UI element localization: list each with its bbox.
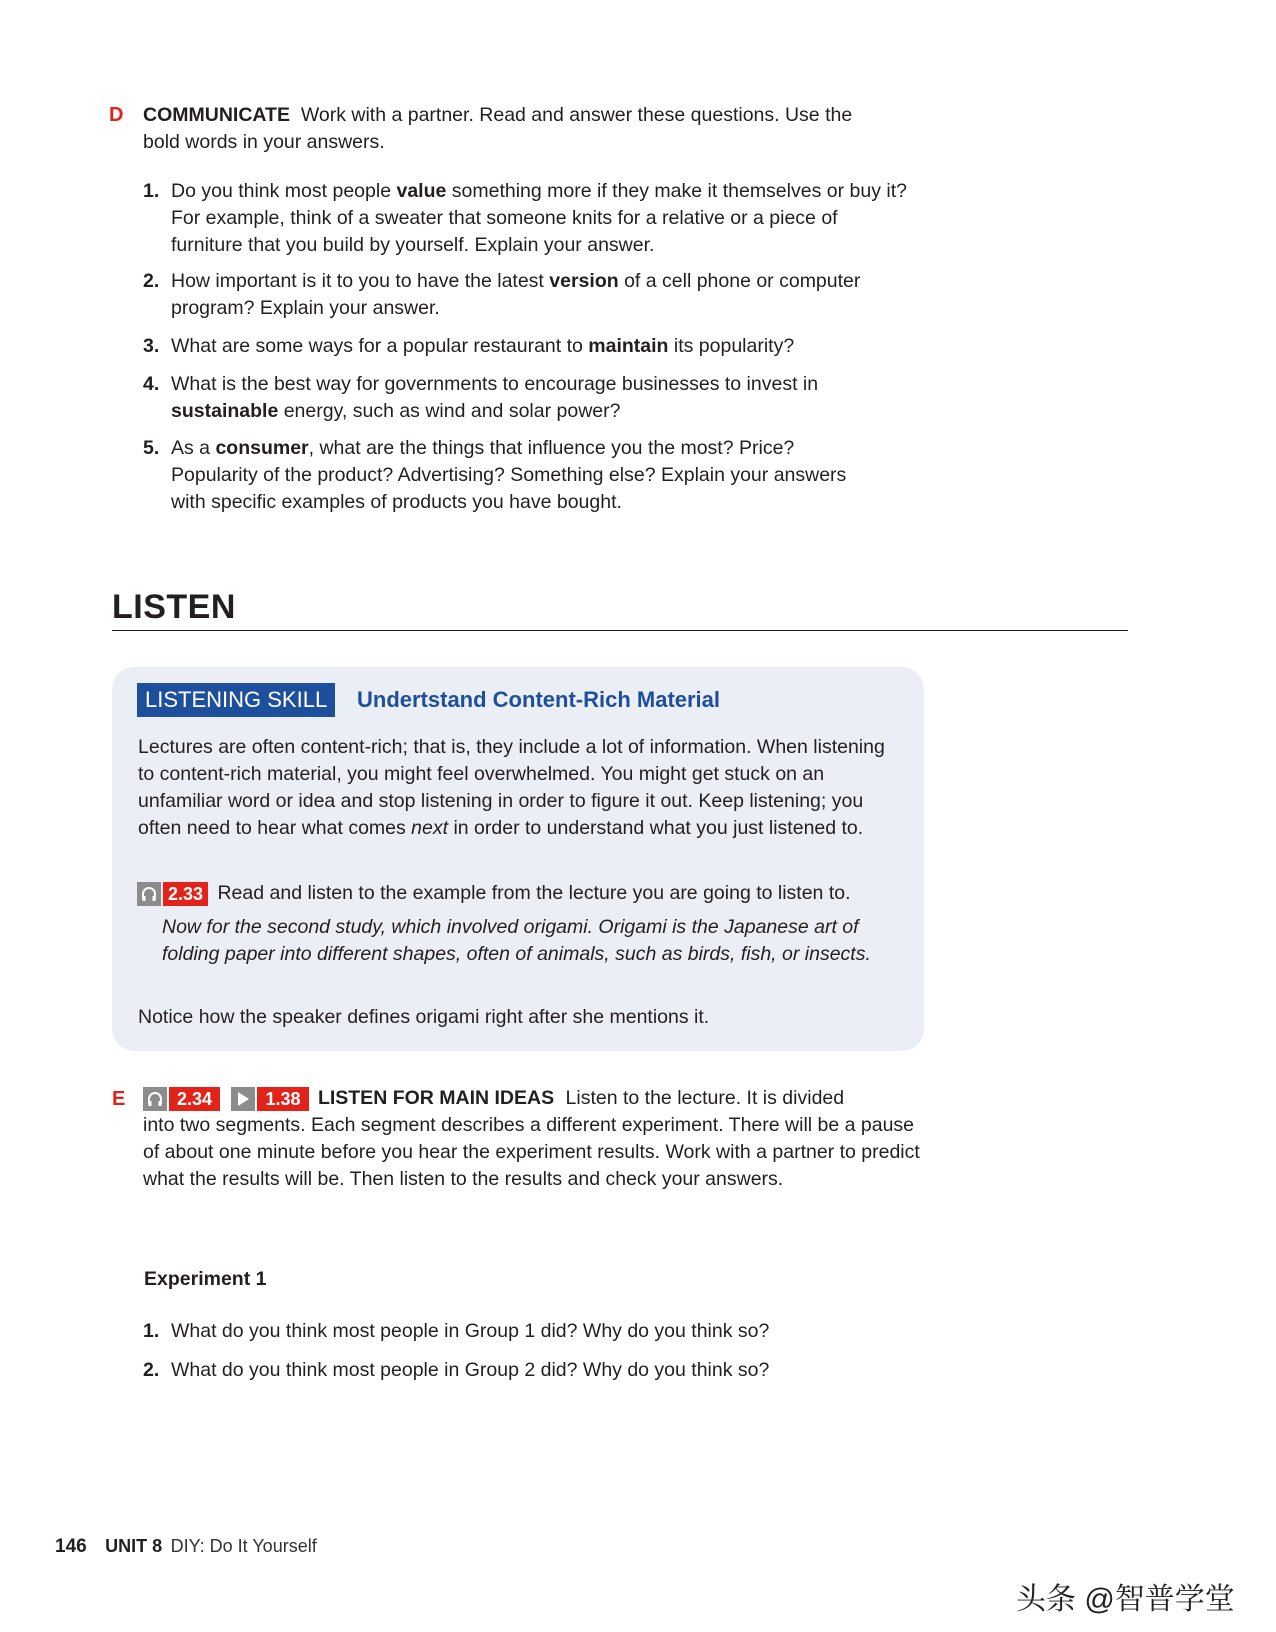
vocab-word: value [396,180,447,202]
section-e-letter: E [112,1088,126,1110]
question-text: What is the best way for governments to encourage businesses to invest in [171,373,819,395]
question-number: 3. [143,335,160,357]
question-text: , what are the things that influence you the most? Price? Popularity of the product? Advertising? Something else? Explain your answers with specific examples of products you have bought. [171,437,847,513]
question-d-2 [143,268,923,322]
question-number: 1. [143,180,160,202]
listen-heading: LISTEN [112,588,236,626]
question-text: What do you think most people in Group 2 did? Why do you think so? [171,1359,770,1381]
page-number: 146 [55,1536,87,1557]
vocab-word: consumer [215,437,309,459]
vocab-word: maintain [588,335,669,357]
question-e-1 [143,1318,923,1345]
question-number: 5. [143,437,160,459]
skill-paragraph-italic: next [411,817,449,839]
heading-rule [112,630,1128,631]
question-number: 4. [143,373,160,395]
section-e-instruction-first: Listen to the lecture. It is divided [565,1087,845,1109]
question-text: Do you think most people [171,180,397,202]
audio-instruction: Read and listen to the example from the lecture you are going to listen to. [217,882,851,904]
section-d-label: COMMUNICATE [143,104,290,126]
skill-paragraph-text-end: in order to understand what you just listened to. [448,817,864,839]
section-e-label: LISTEN FOR MAIN IDEAS [317,1087,555,1109]
question-d-1 [143,178,923,259]
question-d-4 [143,371,923,425]
skill-notice: Notice how the speaker defines origami right after she mentions it. [138,1006,710,1028]
skill-paragraph-text: Lectures are often content-rich; that is, they include a lot of information. When listening to content-rich material, you might feel overwhelmed. You might get stuck on an unfamiliar word or idea and stop listening in order to figure it out. Keep listening; you often need to hear what comes [138,736,885,839]
audio-track-number[interactable]: 2.34 [169,1087,220,1111]
question-text: of a cell phone or computer program? Explain your answer. [171,270,861,319]
page-footer [55,1536,317,1558]
question-text: its popularity? [668,335,795,357]
section-d-instruction [143,102,933,156]
audio-track-number[interactable]: 2.33 [163,882,208,906]
section-d-instruction-line2: bold words in your answers. [143,131,385,153]
question-text: As a [171,437,216,459]
vocab-word: version [549,270,619,292]
vocab-word: sustainable [171,400,279,422]
question-number: 2. [143,270,160,292]
watermark: 头条 @智普学堂 [1016,1583,1235,1616]
question-number: 1. [143,1320,160,1342]
question-text: What are some ways for a popular restaurant to [171,335,589,357]
question-d-5 [143,435,923,516]
question-d-3 [143,333,923,360]
section-d-letter: D [109,104,124,126]
experiment-title: Experiment 1 [144,1268,267,1290]
question-text: What do you think most people in Group 1 did? Why do you think so? [171,1320,770,1342]
question-text: energy, such as wind and solar power? [278,400,621,422]
lecture-example: Now for the second study, which involved origami. Origami is the Japanese art of folding paper into different shapes, often of animals, such as birds, fish, or insects. [162,916,871,965]
play-video-icon[interactable] [231,1087,255,1111]
headphones-icon[interactable] [143,1087,167,1111]
unit-title: DIY: Do It Yourself [170,1536,317,1556]
skill-paragraph [138,734,898,842]
section-d-instruction-line1: Work with a partner. Read and answer these questions. Use the [300,104,853,126]
video-track-number[interactable]: 1.38 [257,1087,308,1111]
listening-skill-title: Undertstand Content-Rich Material [357,687,721,712]
headphones-icon[interactable] [137,882,161,906]
question-e-2 [143,1357,923,1384]
question-text: How important is it to you to have the latest [171,270,550,292]
listening-skill-box [112,667,924,1051]
question-text: something more if they make it themselves or buy it? For example, think of a sweater that someone knits for a relative or a piece of furniture that you build by yourself. Explain your answer. [171,180,907,256]
audio-instruction-row [137,880,927,907]
question-number: 2. [143,1359,160,1381]
section-e-header-row [143,1085,844,1112]
listening-skill-label: LISTENING SKILL [137,683,335,717]
unit-number: UNIT 8 [105,1536,163,1556]
section-e-instruction: into two segments. Each segment describes a different experiment. There will be a pause of about one minute before you hear the experiment results. Work with a partner to predict what the results will be. Then listen to the results and check your answers. [143,1114,920,1190]
